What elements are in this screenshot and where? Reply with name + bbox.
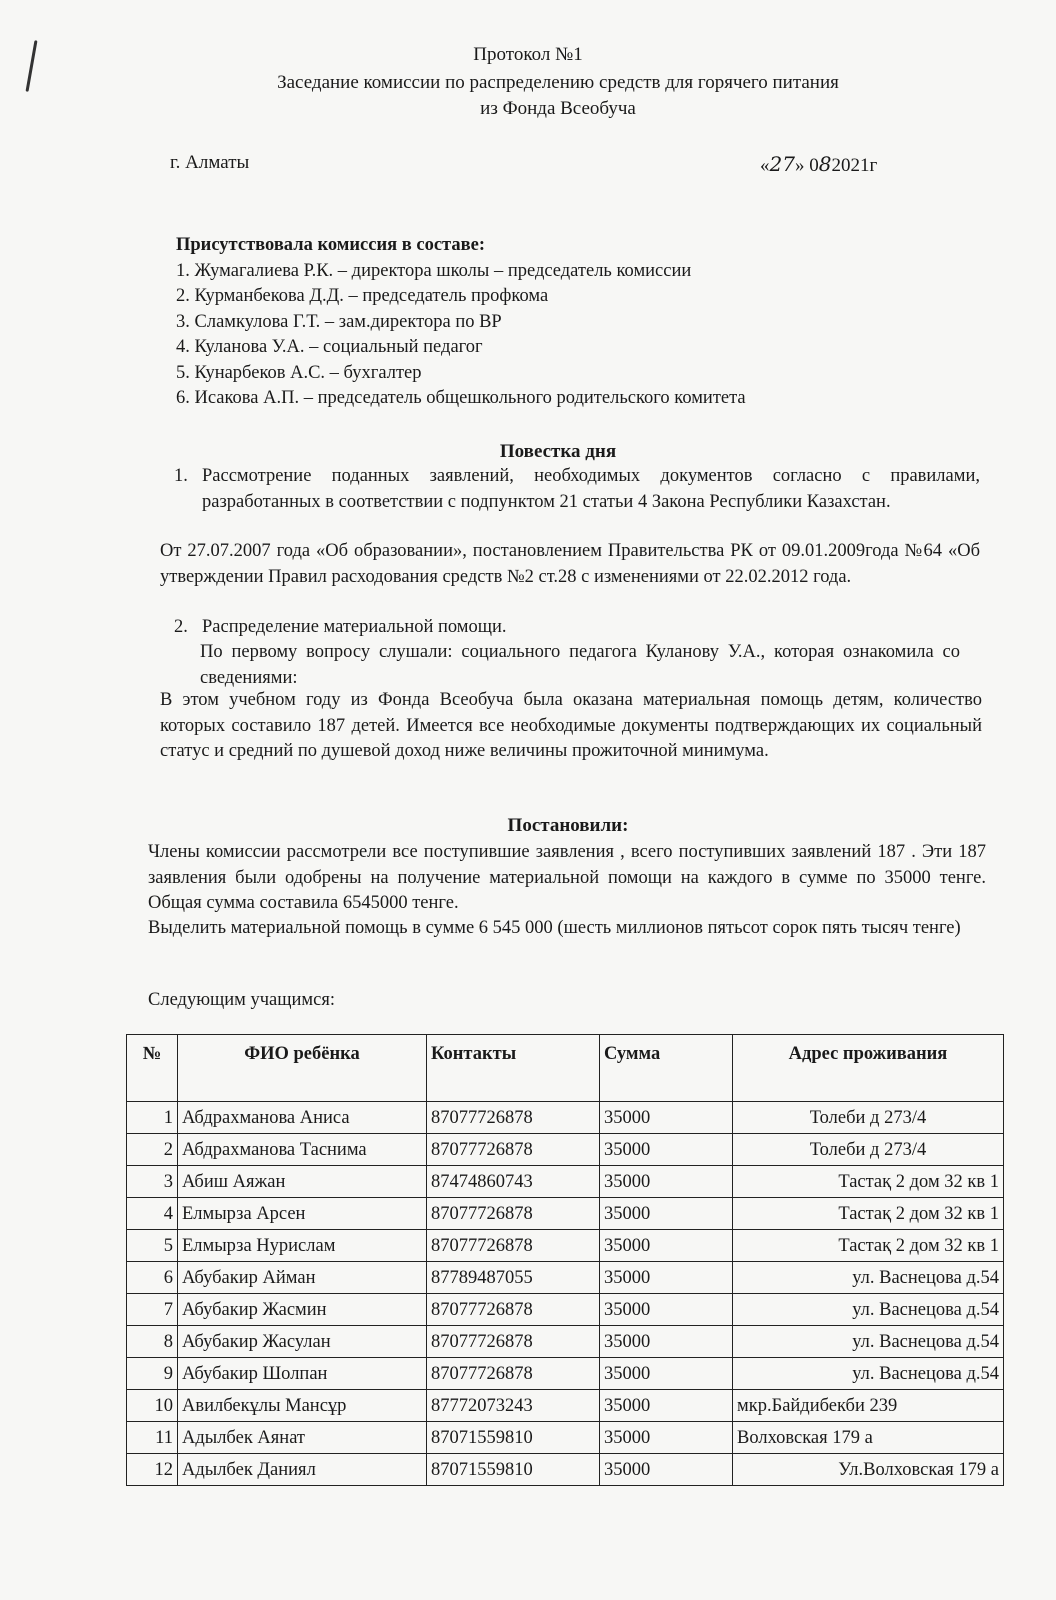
cell-address: Тастақ 2 дом 32 кв 1 (733, 1230, 1004, 1262)
cell-name: Абиш Аяжан (178, 1166, 427, 1198)
date-close-quote: » 0 (794, 155, 819, 176)
member-item: 5. Кунарбеков А.С. – бухгалтер (176, 362, 422, 383)
agenda-item-text: Распределение материальной помощи. (202, 617, 507, 637)
col-header-address: Адрес проживания (733, 1035, 1004, 1102)
table-header-row (127, 1035, 1004, 1102)
commission-members (176, 233, 746, 412)
col-header-name: ФИО ребёнка (178, 1035, 427, 1102)
table-row (127, 1422, 1004, 1454)
member-item: 4. Куланова У.А. – социальный педагог (176, 337, 483, 357)
cell-sum: 35000 (600, 1166, 733, 1198)
cell-name: Елмырза Арсен (178, 1198, 427, 1230)
member-item: 2. Курманбекова Д.Д. – председатель профкома (176, 286, 549, 306)
cell-name: Абдрахманова Таснима (178, 1134, 427, 1166)
member-item: 6. Исакова А.П. – председатель общешкольного родительского комитета (176, 388, 746, 408)
agenda-item-text: Рассмотрение поданных заявлений, необходимых документов согласно с правилами, разработанных в соответствии с подпунктом 21 статьи 4 Закона Республики Казахстан. (202, 466, 980, 512)
cell-number: 8 (127, 1326, 178, 1358)
date-day-handwritten: 27 (769, 152, 795, 176)
resolution-text-1: Члены комиссии рассмотрели все поступившие заявления , всего поступивших заявлений 187 . Эти 187 заявления были одобрены на получение материальной помощи на каждого в сумме по 35000 тенге. Общая сумма составила 6545000 тенге. (148, 842, 986, 913)
cell-address: ул. Васнецова д.54 (733, 1262, 1004, 1294)
cell-number: 6 (127, 1262, 178, 1294)
protocol-title: Протокол №1 (473, 44, 583, 65)
table-row (127, 1358, 1004, 1390)
cell-phone: 87071559810 (427, 1422, 600, 1454)
cell-address: Волховская 179 а (733, 1422, 1004, 1454)
cell-name: Абубакир Жасмин (178, 1294, 427, 1326)
date-year: 2021г (831, 155, 878, 176)
agenda-item-number: 1. (174, 466, 188, 486)
cell-name: Абубакир Айман (178, 1262, 427, 1294)
date-month-handwritten: 8 (818, 152, 832, 176)
cell-sum: 35000 (600, 1358, 733, 1390)
cell-address: Ул.Волховская 179 а (733, 1454, 1004, 1486)
cell-phone: 87071559810 (427, 1454, 600, 1486)
resolution-heading: Постановили: (507, 815, 629, 836)
cell-phone: 87077726878 (427, 1198, 600, 1230)
students-label: Следующим учащимся: (148, 990, 335, 1010)
cell-sum: 35000 (600, 1326, 733, 1358)
cell-address: Тастақ 2 дом 32 кв 1 (733, 1166, 1004, 1198)
cell-sum: 35000 (600, 1262, 733, 1294)
cell-number: 5 (127, 1230, 178, 1262)
cell-phone: 87077726878 (427, 1326, 600, 1358)
cell-phone: 87077726878 (427, 1230, 600, 1262)
cell-sum: 35000 (600, 1198, 733, 1230)
member-item: 3. Сламкулова Г.Т. – зам.директора по ВР (176, 311, 502, 332)
cell-number: 12 (127, 1454, 178, 1486)
table-row (127, 1262, 1004, 1294)
cell-phone: 87077726878 (427, 1294, 600, 1326)
agenda-item-number: 2. (174, 617, 188, 637)
cell-phone: 87474860743 (427, 1166, 600, 1198)
cell-number: 9 (127, 1358, 178, 1390)
date-open-quote: « (760, 155, 770, 176)
protocol-date (760, 152, 877, 177)
cell-name: Абдрахманова Аниса (178, 1102, 427, 1134)
cell-phone: 87789487055 (427, 1262, 600, 1294)
col-header-sum: Сумма (600, 1035, 733, 1102)
table-row (127, 1454, 1004, 1486)
cell-address: Толеби д 273/4 (733, 1102, 1004, 1134)
cell-address: ул. Васнецова д.54 (733, 1326, 1004, 1358)
cell-number: 4 (127, 1198, 178, 1230)
cell-phone: 87077726878 (427, 1358, 600, 1390)
table-row (127, 1294, 1004, 1326)
cell-number: 1 (127, 1102, 178, 1134)
cell-address: ул. Васнецова д.54 (733, 1294, 1004, 1326)
cell-phone: 87077726878 (427, 1102, 600, 1134)
cell-address: Толеби д 273/4 (733, 1134, 1004, 1166)
table-row (127, 1166, 1004, 1198)
table-row (127, 1134, 1004, 1166)
cell-name: Авилбекұлы Мансұр (178, 1390, 427, 1422)
cell-sum: 35000 (600, 1102, 733, 1134)
cell-name: Елмырза Нурислам (178, 1230, 427, 1262)
cell-name: Абубакир Жасулан (178, 1326, 427, 1358)
city: г. Алматы (170, 152, 250, 173)
agenda-item-2 (176, 615, 976, 641)
cell-phone: 87077726878 (427, 1134, 600, 1166)
cell-address: ул. Васнецова д.54 (733, 1358, 1004, 1390)
cell-name: Адылбек Даниял (178, 1454, 427, 1486)
agenda-item-1-continued: От 27.07.2007 года «Об образовании», постановлением Правительства РК от 09.01.2009года №64 «Об утверждении Правил расходования средств №2 ст.28 с изменениями от 22.02.2012 года. (160, 541, 980, 587)
cell-phone: 87772073243 (427, 1390, 600, 1422)
cell-name: Абубакир Шолпан (178, 1358, 427, 1390)
resolution-text-2: Выделить материальной помощь в сумме 6 545 000 (шесть миллионов пятьсот сорок пять тысяч тенге) (148, 918, 961, 938)
cell-sum: 35000 (600, 1454, 733, 1486)
agenda-heading: Повестка дня (499, 441, 617, 462)
cell-address: Тастақ 2 дом 32 кв 1 (733, 1198, 1004, 1230)
table-row (127, 1326, 1004, 1358)
protocol-subtitle: Заседание комиссии по распределению средств для горячего питания (277, 72, 839, 93)
table-row (127, 1198, 1004, 1230)
table-row (127, 1390, 1004, 1422)
col-header-number: № (127, 1035, 178, 1102)
cell-number: 11 (127, 1422, 178, 1454)
cell-number: 10 (127, 1390, 178, 1422)
agenda-item-1 (176, 464, 980, 515)
cell-number: 2 (127, 1134, 178, 1166)
cell-address: мкр.Байдибекби 239 (733, 1390, 1004, 1422)
cell-sum: 35000 (600, 1230, 733, 1262)
table-row (127, 1102, 1004, 1134)
agenda-heard: По первому вопросу слушали: социального педагога Куланову У.А., которая ознакомила со сведениями: (200, 642, 960, 688)
cell-sum: 35000 (600, 1294, 733, 1326)
agenda-info: В этом учебном году из Фонда Всеобуча была оказана материальная помощь детям, количество которых составило 187 детей. Имеется все необходимые документы подтверждающих их социальный статус и средний по душевой доход ниже величины прожиточной минимума. (160, 690, 982, 761)
protocol-subtitle-2: из Фонда Всеобуча (480, 98, 636, 119)
cell-sum: 35000 (600, 1422, 733, 1454)
aid-table (126, 1034, 1004, 1486)
cell-number: 7 (127, 1294, 178, 1326)
member-item: 1. Жумагалиева Р.К. – директора школы – председатель комиссии (176, 260, 692, 281)
table-row (127, 1230, 1004, 1262)
cell-sum: 35000 (600, 1134, 733, 1166)
cell-name: Адылбек Аянат (178, 1422, 427, 1454)
members-heading: Присутствовала комиссия в составе: (176, 235, 485, 255)
cell-sum: 35000 (600, 1390, 733, 1422)
cell-number: 3 (127, 1166, 178, 1198)
col-header-contacts: Контакты (427, 1035, 600, 1102)
